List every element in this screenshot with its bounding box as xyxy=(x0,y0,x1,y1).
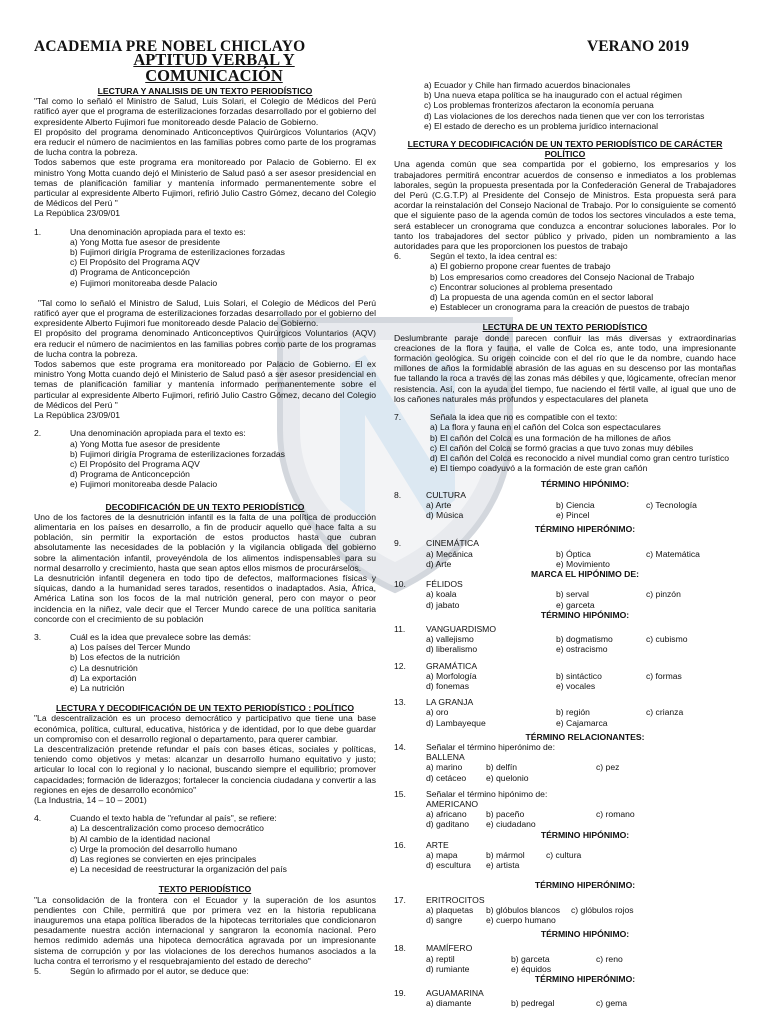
option: e) quelonio xyxy=(486,772,529,783)
options-grid xyxy=(426,809,736,829)
option: d) cetáceo xyxy=(426,772,467,783)
option: b) Los empresarios como creadores del Consejo Nacional de Trabajo xyxy=(430,271,695,282)
section-title: LECTURA Y DECODIFICACIÓN DE UN TEXTO PERIODÍSTICO : POLÍTICO xyxy=(55,703,355,714)
option: e) El tiempo coadyuvó a la formación de este gran cañón xyxy=(430,463,648,474)
options-list xyxy=(70,237,376,288)
option: c) cubismo xyxy=(646,634,688,645)
question-6: 6. Según el texto, la idea central es: xyxy=(394,251,558,262)
option: a) marino xyxy=(426,762,463,773)
question-4: 4. Cuando el texto habla de "refundar al país", se refiere: xyxy=(34,813,277,824)
option: d) Lambayeque xyxy=(426,717,486,728)
section-title: TEXTO PERIODÍSTICO xyxy=(158,884,252,895)
option: a) plaquetas xyxy=(426,904,474,915)
subject-title xyxy=(100,52,328,84)
option: b) glóbulos blancos xyxy=(486,904,561,915)
option: c) romano xyxy=(596,809,635,820)
option: b) Fujimori dirigía Programa de esterilizaciones forzadas xyxy=(70,448,285,459)
option: a) Yong Motta fue asesor de presidente xyxy=(70,438,221,449)
option: a) mapa xyxy=(426,850,458,861)
paragraph: Uno de los factores de la desnutrición infantil es la falta de una política de producción alimentaria en los países en desarrollo, a fin de producir aquello que hace falta a su población, sin permitir la exportación de estos productos hasta que cubran absolutamente las necesidades de la población y la vigilancia obligada del gobierno sobre la alimentación infantil, proveyéndola de los alimentos indispensables para su normal desarrollo y crecimiento, hasta que sean aptos ellos mismos de procurárselos. xyxy=(34,511,376,573)
question-19: 19. AGUAMARINA xyxy=(394,988,484,999)
question-12: 12. GRAMÁTICA xyxy=(394,660,478,671)
option: e) El estado de derecho es un problema jurídico internacional xyxy=(424,120,659,131)
option: c) glóbulos rojos xyxy=(571,904,634,915)
options-list xyxy=(70,642,376,693)
question-word: BALLENA xyxy=(426,752,465,763)
option: d) sangre xyxy=(426,915,463,926)
source-citation: La República 23/09/01 xyxy=(34,208,121,219)
option: b) serval xyxy=(556,589,589,600)
option: e) La necesidad de reestructurar la organización del país xyxy=(70,864,287,875)
option: c) El Propósito del Programa AQV xyxy=(70,458,200,469)
option: b) paceño xyxy=(486,809,525,820)
options-list xyxy=(430,261,736,312)
option: c) cultura xyxy=(546,850,582,861)
paragraph: Todos sabemos que este programa era monitoreado por Palacio de Gobierno. El ex ministro Yong Motta cuando dejó el Ministerio de Salud pasó a ser asesor presidencial en temas de planificación familiar y mantenía informado permanentemente sobre el particular al expresidente Alberto Fujimori, refirió Julio Castro Gómez, decano del Colegio de Médicos del Perú " xyxy=(34,157,376,209)
paragraph: "La consolidación de la frontera con el Ecuador y la superación de los asuntos pendientes con Chile, permitirá que por primera vez en la historia republicana inauguremos una etapa política liberados de la hipotecas territoriales que condicionaron pesadamente nuestra acción internacional y sangraron la economía nacional. Pero hemos redimido además una hipoteca democrática agravada por un impresionante sistema de corrupción y por las violaciones de los derechos humanos asociados a la lucha contra el terrorismo y el resquebrajamiento del estado de derecho" xyxy=(34,894,376,966)
source-citation: (La Industria, 14 – 10 – 2001) xyxy=(34,795,147,805)
option: a) koala xyxy=(426,589,457,600)
question-2: 2. Una denominación apropiada para el texto es: xyxy=(34,428,246,439)
section-title: LECTURA Y DECODIFICACIÓN DE UN TEXTO PERIODÍSTICO DE CARÁCTER xyxy=(407,139,723,150)
option: d) rumiante xyxy=(426,963,470,974)
question-17: 17. ERITROCITOS xyxy=(394,894,485,905)
question-15: 15. Señalar el término hipónimo de: xyxy=(394,788,548,799)
paragraph: Todos sabemos que este programa era monitoreado por Palacio de Gobierno. El ex ministro Yong Motta cuando dejó el Ministerio de Salud pasó a ser asesor presidencial en temas de planificación familiar y mantenía informado permanentemente sobre el particular al expresidente Alberto Fujimori, refirió Julio Castro Gómez, decano del Colegio de Médicos del Perú " xyxy=(34,359,376,410)
option: a) africano xyxy=(426,809,467,820)
option: e) Establecer un cronograma para la creación de puestos de trabajo xyxy=(430,302,690,313)
options-grid xyxy=(426,634,736,654)
option: d) Música xyxy=(426,509,464,520)
question-text: Señala la idea que no es compatible con el texto: xyxy=(430,412,618,423)
paragraph: La desnutrición infantil degenera en todo tipo de defectos, malformaciones físicas y síquicas, dando a la humanidad seres tarados, resentidos o inadaptados. Asia, África, América Latina son los focos de la mal nutrición general, pero con mayor o peor incidencia en la niñez, vale decir que el Tercer Mundo carece de una política sanitaria concorde con el crecimiento de su población xyxy=(34,572,376,624)
term-heading: TÉRMINO RELACIONANTES: xyxy=(525,731,645,742)
term-heading: TÉRMINO HIPÓNIMO: xyxy=(540,609,630,620)
option: c) La desnutrición xyxy=(70,662,138,673)
option: a) La flora y fauna en el cañón del Colca son espectaculares xyxy=(430,422,661,433)
question-text: Una denominación apropiada para el texto es: xyxy=(70,226,246,237)
question-text: Según el texto, la idea central es: xyxy=(430,251,558,262)
option: a) El gobierno propone crear fuentes de trabajo xyxy=(430,261,611,272)
option: c) Tecnología xyxy=(646,499,697,510)
option: a) Mecánica xyxy=(426,548,473,559)
paragraph: El propósito del programa denominado Anticonceptivos Quirúrgicos Voluntarios (AQV) era reducir el número de nacimientos en las familias pobres como parte de los programas de lucha contra la pobreza. xyxy=(34,328,376,359)
options-grid xyxy=(426,500,736,520)
season-label: VERANO 2019 xyxy=(587,38,690,55)
question-18: 18. MAMÍFERO xyxy=(394,943,473,954)
option: e) La nutrición xyxy=(70,682,125,693)
option: b) Los efectos de la nutrición xyxy=(70,652,180,663)
paragraph: "La descentralización es un proceso democrático y participativo que tiene una base económica, política, cultural, educativa, histórica y de identidad, por lo que debe guardar un compromiso con el desarrollo regional o departamento, para querer cambiar. xyxy=(34,713,376,744)
source-citation: La República 23/09/01 xyxy=(34,410,121,421)
left-column xyxy=(34,86,376,976)
question-5: 5. Según lo afirmado por el autor, se deduce que: xyxy=(34,966,249,977)
paragraph: "Tal como lo señaló el Ministro de Salud, Luis Solari, el Colegio de Médicos del Perú ratificó ayer que el programa de esterilizaciones forzadas desarrollado por el gobierno del expresidente Alberto Fujimori fue monitoreado desde Palacio de Gobierno. xyxy=(34,297,376,329)
option: e) garceta xyxy=(556,599,595,610)
question-16: 16. ARTE xyxy=(394,839,449,850)
right-column xyxy=(394,80,736,1009)
question-3: 3. Cuál es la idea que prevalece sobre las demás: xyxy=(34,631,252,642)
option: a) Ecuador y Chile han firmado acuerdos binacionales xyxy=(424,80,631,90)
question-text: Una denominación apropiada para el texto es: xyxy=(70,428,246,439)
option: b) mármol xyxy=(486,850,525,861)
options-grid xyxy=(426,589,736,609)
option: d) Programa de Anticoncepción xyxy=(70,469,190,480)
subject-title-line2: COMUNICACIÓN xyxy=(145,66,283,85)
option: d) La exportación xyxy=(70,672,137,683)
question-text: Cuando el texto habla de "refundar al país", se refiere: xyxy=(70,813,277,824)
options-list xyxy=(430,422,736,473)
question-13: 13. LA GRANJA xyxy=(394,697,474,708)
option: e) Fujimori monitoreaba desde Palacio xyxy=(70,479,218,490)
paragraph: "Tal como lo señaló el Ministro de Salud, Luis Solari, el Colegio de Médicos del Perú ratificó ayer que el programa de esterilizaciones forzadas desarrollado por el gobierno del expresidente Alberto Fujimori fue monitoreado desde Palacio de Gobierno. xyxy=(34,96,376,127)
option: d) Las violaciones de los derechos nada tienen que ver con los terroristas xyxy=(424,110,705,121)
option: a) La descentralización como proceso democrático xyxy=(70,823,264,834)
option: e) Pincel xyxy=(556,509,590,520)
option: b) El cañón del Colca es una formación de ha millones de años xyxy=(430,432,671,443)
option: c) pez xyxy=(596,762,620,773)
question-8: 8. CULTURA xyxy=(394,489,466,500)
options-list xyxy=(70,439,376,490)
options-grid xyxy=(426,850,736,870)
option: e) Cajamarca xyxy=(556,717,608,728)
option: c) El Propósito del Programa AQV xyxy=(70,257,200,268)
options-grid xyxy=(426,762,736,782)
options-grid xyxy=(426,707,736,727)
subject-title-line1: APTITUD VERBAL Y xyxy=(133,50,295,69)
academy-name: ACADEMIA PRE NOBEL CHICLAYO xyxy=(34,38,306,55)
section-title: DECODIFICACIÓN DE UN TEXTO PERIODÍSTICO xyxy=(105,501,305,512)
section-title: LECTURA Y ANALISIS DE UN TEXTO PERIODÍSTICO xyxy=(97,86,313,96)
option: c) Los problemas fronterizos afectaron la economía peruana xyxy=(424,100,654,111)
option: c) Encontrar soluciones al problema presentado xyxy=(430,281,613,292)
option: b) sintáctico xyxy=(556,670,602,681)
question-7: 7. Señala la idea que no es compatible con el texto: xyxy=(394,412,618,423)
option: b) Óptica xyxy=(556,548,591,559)
option: b) región xyxy=(556,707,590,718)
option: c) El cañón del Colca se formó gracias a que tuvo zonas muy débiles xyxy=(430,442,694,453)
option: b) Fujimori dirigía Programa de esterilizaciones forzadas xyxy=(70,247,285,258)
option: a) reptil xyxy=(426,953,455,964)
options-grid xyxy=(426,998,736,1008)
option: b) Una nueva etapa política se ha inaugurado con el actual régimen xyxy=(424,90,682,101)
option: a) Los países del Tercer Mundo xyxy=(70,642,191,653)
paragraph: El propósito del programa denominado Anticonceptivos Quirúrgicos Voluntarios (AQV) era reducir el número de nacimientos en las familias pobres como parte de los programas de lucha contra la pobreza. xyxy=(34,126,376,158)
paragraph: Una agenda común que sea compartida por el gobierno, los empresarios y los trabajadores permitirá encontrar acuerdos de consenso e inmediatos a los problemas laborales, según la propuesta presentada por la Confederación General de Trabajadores del Perú (C.G.T.P) al Presidente del Consejo de Ministros. Esta propuesta será para acordar la reinstalación del Consejo Nacional de Trabajo. Por lo consiguiente se comentó que el siguiente paso de la agenda común de todos los sectores vinculados a este tema, será establecer un cronograma que conduzca a encontrar soluciones laborales. Por lo tanto los trabajadores del sector público y privado, piden un nombramiento a las autoridades para que les proporcionen los puestos de trabajo xyxy=(394,159,736,252)
option: b) Ciencia xyxy=(556,499,595,510)
term-heading: TÉRMINO HIPERÓNIMO: xyxy=(534,974,636,985)
section-title: LECTURA DE UN TEXTO PERIODÍSTICO xyxy=(482,322,648,333)
option: d) Arte xyxy=(426,558,452,569)
option: e) cuerpo humano xyxy=(486,915,556,926)
option: d) liberalismo xyxy=(426,644,478,655)
term-heading: TÉRMINO HIPERÓNIMO: xyxy=(534,880,636,891)
option: a) diamante xyxy=(426,998,472,1009)
term-heading: MARCA EL HIPÓNIMO DE: xyxy=(531,568,639,579)
option: b) Al cambio de la identidad nacional xyxy=(70,833,210,844)
term-heading: TÉRMINO HIPÓNIMO: xyxy=(540,479,630,490)
option: e) Movimiento xyxy=(556,558,610,569)
option: a) vallejismo xyxy=(426,634,474,645)
option: a) Arte xyxy=(426,499,452,510)
option: b) delfín xyxy=(486,762,518,773)
question-14: 14. Señalar el término hiperónimo de: xyxy=(394,741,555,752)
term-heading: TÉRMINO HIPÓNIMO: xyxy=(540,829,630,840)
option: e) vocales xyxy=(556,680,596,691)
option: b) garceta xyxy=(511,953,550,964)
option: d) jabato xyxy=(426,599,460,610)
option: a) Yong Motta fue asesor de presidente xyxy=(70,236,221,247)
question-text: Según lo afirmado por el autor, se deduce que: xyxy=(70,966,249,977)
option: d) escultura xyxy=(426,860,471,871)
option: e) ostracismo xyxy=(556,644,608,655)
option: e) artista xyxy=(486,860,520,871)
option: d) Las regiones se convierten en ejes principales xyxy=(70,854,257,865)
option: d) La propuesta de una agenda común en el sector laboral xyxy=(430,292,654,303)
options-grid xyxy=(426,905,736,925)
option: c) formas xyxy=(646,670,682,681)
option: c) crianza xyxy=(646,707,684,718)
options-list xyxy=(70,823,376,874)
question-text: Cuál es la idea que prevalece sobre las demás: xyxy=(70,631,252,642)
option: c) Urge la promoción del desarrollo humano xyxy=(70,843,238,854)
option: c) gema xyxy=(596,998,628,1009)
paragraph: Deslumbrante paraje donde parecen confluir las más diversas y extraordinarias creaciones de la flora y fauna, el valle de Colca es, ante todo, una impresionante formación geológica. Su origen coincide con el del río que le da nombre, cuando hace millones de años la formidable abrasión de las aguas en su descenso por las montañas fue tallando la roca a través de las zonas más débiles y que, lógicamente, ofrecían menor resistencia. Así, con la ayuda del tiempo, fue naciendo el fértil valle, al igual que uno de los cañones naturales más profundos y espectaculares del planeta xyxy=(394,332,736,404)
option: d) El cañón del Colca es reconocido a nivel mundial como gran centro turístico xyxy=(430,452,730,463)
options-grid xyxy=(426,671,736,691)
option: c) Matemática xyxy=(646,548,700,559)
option: c) reno xyxy=(596,953,623,964)
option: a) Morfología xyxy=(426,670,477,681)
option: d) fonemas xyxy=(426,680,469,691)
options-grid xyxy=(426,549,736,569)
section-title: POLÍTICO xyxy=(544,149,586,160)
paragraph: La descentralización pretende refundar el país con bases éticas, sociales y políticas, teniendo como objetivos y metas: alcanzar un desarrollo humano equitativo y justo; articular lo local con lo regional y lo nacional, buscando siempre el equilibrio; promover capacidades; formación de liderazgos; fortalecer la conciencia ciudadana y convertir a las regiones en ejes de desarrollo económico" xyxy=(34,743,376,795)
option: a) oro xyxy=(426,707,449,718)
option: c) pinzón xyxy=(646,589,681,600)
question-1: 1. Una denominación apropiada para el texto es: xyxy=(34,226,246,237)
options-grid xyxy=(426,954,736,974)
question-11: 11. VANGUARDISMO xyxy=(394,623,497,634)
question-10: 10. FÉLIDOS xyxy=(394,579,463,590)
option: b) pedregal xyxy=(511,998,555,1009)
term-heading: TÉRMINO HIPERÓNIMO: xyxy=(534,524,636,535)
options-list xyxy=(424,80,736,131)
option: e) équidos xyxy=(511,963,552,974)
question-word: AMERICANO xyxy=(426,799,479,809)
question-9: 9. CINEMÁTICA xyxy=(394,538,479,549)
option: d) gaditano xyxy=(426,819,470,830)
option: e) ciudadano xyxy=(486,819,536,830)
term-heading: TÉRMINO HIPÓNIMO: xyxy=(540,929,630,940)
option: b) dogmatismo xyxy=(556,634,613,645)
option: d) Programa de Anticoncepción xyxy=(70,267,190,278)
option: e) Fujimori monitoreaba desde Palacio xyxy=(70,277,218,288)
